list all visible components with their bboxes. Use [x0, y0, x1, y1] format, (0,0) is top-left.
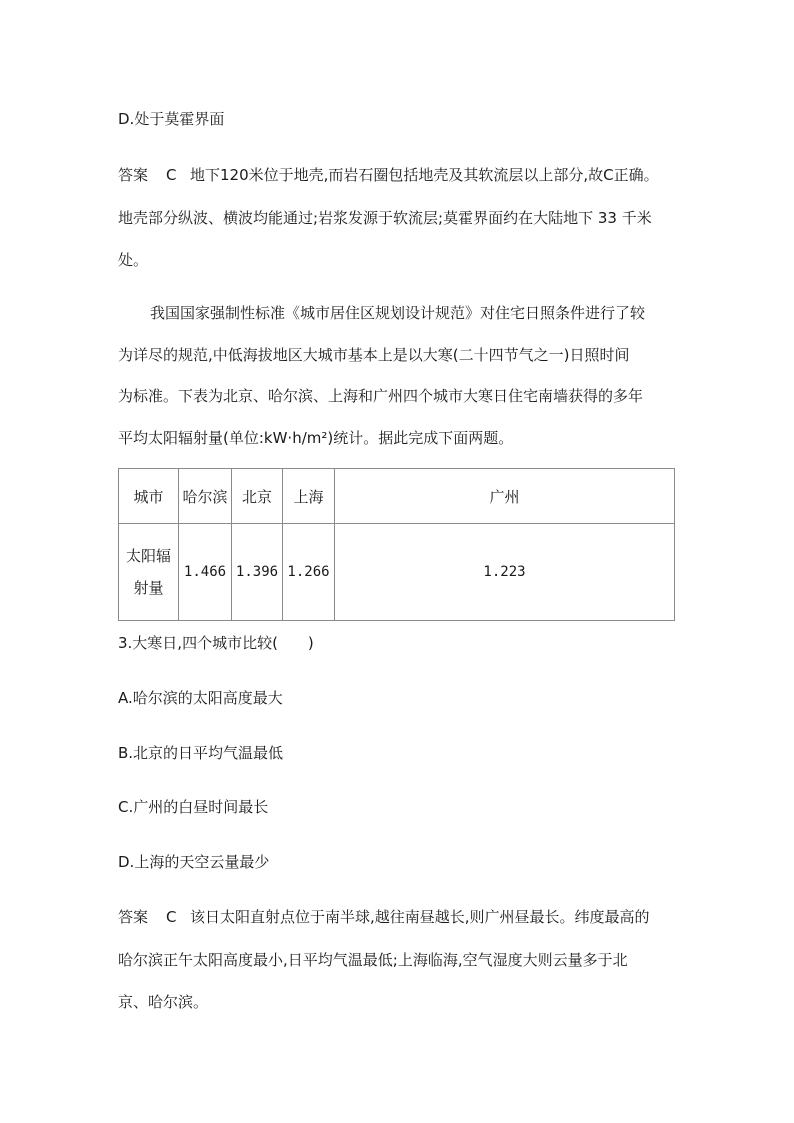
answer-3-line-1	[118, 907, 650, 927]
value-harbin: 1.466	[179, 524, 232, 621]
passage-line-1: 我国国家强制性标准《城市居住区规划设计规范》对住宅日照条件进行了较	[150, 304, 646, 322]
table-header-row	[119, 469, 675, 524]
header-harbin: 哈尔滨	[179, 469, 232, 524]
passage-line-2: 为详尽的规范,中低海拔地区大城市基本上是以大寒(二十四节气之一)日照时间	[118, 346, 630, 364]
header-city: 城市	[119, 469, 179, 524]
passage-line-3: 为标准。下表为北京、哈尔滨、上海和广州四个城市大寒日住宅南墙获得的多年	[118, 387, 644, 405]
option-a: A.哈尔滨的太阳高度最大	[118, 689, 283, 707]
table-row	[119, 524, 675, 621]
question-3-stem: 3.大寒日,四个城市比较( )	[118, 634, 314, 652]
header-shanghai: 上海	[283, 469, 335, 524]
option-b: B.北京的日平均气温最低	[118, 744, 284, 762]
answer-3-line-3: 京、哈尔滨。	[118, 993, 209, 1011]
answer-label: 答案	[118, 166, 149, 184]
value-beijing: 1.396	[232, 524, 283, 621]
value-guangzhou: 1.223	[335, 524, 675, 621]
row-label-line-1: 太阳辐	[125, 547, 171, 565]
option-c: C.广州的白昼时间最长	[118, 798, 269, 816]
answer-letter: C	[166, 908, 177, 926]
answer-1-line-1	[118, 165, 659, 185]
answer-text: 地下120米位于地壳,而岩石圈包括地壳及其软流层以上部分,故C正确。	[190, 166, 659, 184]
answer-1-line-3: 处。	[118, 251, 149, 269]
row-label-line-2: 射量	[133, 579, 164, 597]
answer-text: 该日太阳直射点位于南半球,越往南昼越长,则广州昼最长。纬度最高的	[190, 908, 650, 926]
value-shanghai: 1.266	[283, 524, 335, 621]
header-guangzhou: 广州	[335, 469, 675, 524]
answer-letter: C	[166, 166, 177, 184]
option-d: D.上海的天空云量最少	[118, 853, 270, 871]
answer-3-line-2: 哈尔滨正午太阳高度最小,日平均气温最低;上海临海,空气湿度大则云量多于北	[118, 951, 628, 969]
answer-label: 答案	[118, 908, 149, 926]
radiation-table	[118, 468, 675, 621]
row-label	[119, 524, 179, 621]
prev-option-d: D.处于莫霍界面	[118, 110, 225, 128]
answer-1-line-2: 地壳部分纵波、横波均能通过;岩浆发源于软流层;莫霍界面约在大陆地下 33 千米	[118, 209, 652, 227]
header-beijing: 北京	[232, 469, 283, 524]
passage-line-4: 平均太阳辐射量(单位:kW·h/m²)统计。据此完成下面两题。	[118, 429, 514, 447]
